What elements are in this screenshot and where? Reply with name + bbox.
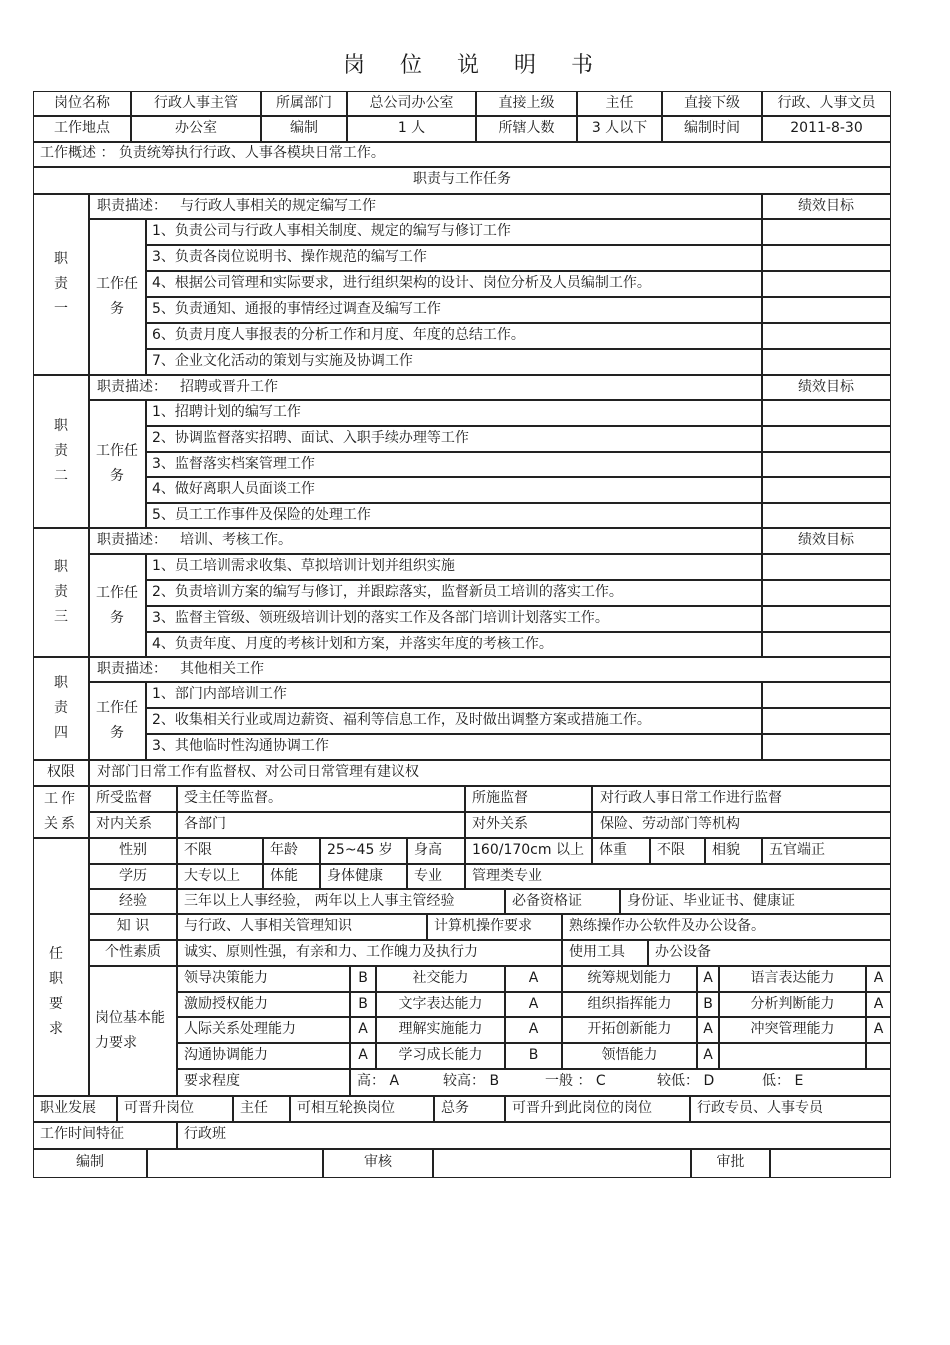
task-target-cell: [762, 426, 891, 452]
duty-3-task-4: 4、负责年度、月度的考核计划和方案，并落实年度的考核工作。: [152, 635, 553, 652]
header-row1-7: 行政、人事文员: [777, 94, 876, 111]
exp-label: 经验: [119, 892, 147, 909]
ability-name: 语言表达能力: [750, 970, 835, 986]
worktime-label: 工作时间特征: [40, 1126, 124, 1142]
career-2: 主任: [240, 1100, 268, 1116]
header-row1-4: 直接上级: [498, 94, 555, 111]
cert-label: 必备资格证: [512, 892, 582, 909]
ability-name: 激励授权能力: [184, 995, 268, 1012]
career-0: 职业发展: [40, 1100, 96, 1116]
weight-value: 不限: [657, 842, 685, 858]
rel-supervises-value: 对行政人事日常工作进行监督: [600, 790, 782, 806]
duty-4-task-2: 2、收集相关行业或周边薪资、福利等信息工作，及时做出调整方案或措施工作。: [152, 712, 651, 728]
task-target-cell: [762, 349, 891, 375]
duty-1-task-1: 1、负责公司与行政人事相关制度、规定的编写与修订工作: [152, 223, 511, 239]
duty-3-task-3: 3、监督主管级、领班级培训计划的落实工作及各部门培训计划落实工作。: [152, 610, 609, 626]
ability-name: 沟通协调能力: [184, 1047, 268, 1063]
ability-name: 学习成长能力: [398, 1047, 483, 1063]
perf-target-label: 绩效目标: [798, 532, 854, 548]
looks-value: 五官端正: [769, 842, 825, 858]
section-title: 职责与工作任务: [413, 171, 511, 187]
header-row2-2: 编制: [290, 120, 318, 136]
ability-grade: B: [703, 995, 713, 1012]
ability-grade: A: [703, 1021, 713, 1037]
ability-name: 文字表达能力: [398, 995, 483, 1012]
personality-value: 诚实、原则性强，有亲和力、工作魄力及执行力: [184, 944, 478, 960]
sign-label-2: 审核: [364, 1154, 392, 1170]
ability-grade: A: [703, 970, 713, 986]
ability-grade: A: [358, 1021, 368, 1037]
height-label: 身高: [414, 842, 442, 858]
task-target-cell: [762, 245, 891, 271]
task-label: 工作任务: [96, 276, 138, 317]
physique-value: 身体健康: [327, 867, 383, 884]
header-row2-4: 所辖人数: [498, 120, 555, 136]
worktime-value: 行政班: [184, 1126, 226, 1142]
degree-level-4: 低： E: [762, 1073, 804, 1089]
looks-label: 相貌: [712, 842, 740, 858]
ability-name-cell: [719, 1043, 866, 1069]
ability-grade: A: [358, 1047, 368, 1063]
degree-level-1: 较高： B: [443, 1073, 500, 1089]
duty-2-task-1: 1、招聘计划的编写工作: [152, 404, 301, 420]
header-row2-3: 1 人: [397, 120, 426, 136]
ability-grade-cell: [866, 1043, 891, 1069]
degree-level-2: 一般 ： C: [545, 1073, 606, 1089]
header-row1-5: 主任: [605, 94, 634, 111]
task-target-cell: [762, 400, 891, 426]
duty-4-task-1: 1、部门内部培训工作: [152, 686, 287, 702]
ability-name: 领导决策能力: [184, 970, 268, 986]
physique-label: 体能: [270, 867, 298, 884]
sign-label-0: 编制: [76, 1154, 104, 1170]
career-1: 可晋升岗位: [124, 1100, 194, 1116]
duty-desc-1: 与行政人事相关的规定编写工作: [180, 197, 376, 214]
header-row2-1: 办公室: [175, 120, 217, 136]
rel-internal-value: 各部门: [184, 816, 226, 832]
duty-label-4: 职责四: [54, 675, 68, 741]
document-title: 岗 位 说 明 书: [343, 53, 607, 78]
ability-name: 理解实施能力: [398, 1021, 483, 1037]
task-target-cell: [762, 323, 891, 349]
gender-label: 性别: [119, 842, 147, 858]
ability-grade: B: [358, 995, 368, 1012]
age-value: 25~45 岁: [327, 842, 393, 858]
ability-name: 冲突管理能力: [750, 1021, 835, 1037]
ability-name: 分析判断能力: [750, 995, 835, 1012]
degree-level-3: 较低： D: [657, 1073, 715, 1089]
career-4: 总务: [441, 1100, 469, 1116]
task-label: 工作任务: [96, 443, 138, 484]
rel-external-label: 对外关系: [472, 816, 528, 832]
ability-grade: A: [873, 970, 884, 986]
age-label: 年龄: [270, 842, 298, 858]
task-target-cell: [762, 477, 891, 503]
cert-value: 身份证、毕业证书、健康证: [627, 892, 795, 909]
tools-label: 使用工具: [569, 944, 625, 960]
duty-desc-2: 招聘或晋升工作: [180, 378, 278, 395]
task-target-cell: [762, 632, 891, 657]
rel-internal-label: 对内关系: [96, 816, 152, 832]
relations-label: 工作关系: [44, 791, 78, 832]
requirements-label: 任职要求: [49, 946, 63, 1037]
task-target-cell: [762, 554, 891, 580]
height-value: 160/170cm 以上: [472, 842, 584, 858]
ability-grade: A: [528, 1021, 539, 1037]
major-label: 专业: [414, 867, 442, 884]
personality-label: 个性素质: [105, 944, 161, 960]
task-target-cell: [762, 682, 891, 708]
degree-label: 要求程度: [184, 1073, 240, 1089]
duty-2-task-4: 4、做好离职人员面谈工作: [152, 481, 315, 497]
perf-target-label: 绩效目标: [798, 378, 854, 395]
task-target-cell: [762, 503, 891, 528]
ability-grade: A: [873, 995, 884, 1012]
ability-grade: A: [873, 1021, 884, 1037]
career-6: 行政专员、人事专员: [697, 1100, 823, 1116]
perf-target-label: 绩效目标: [798, 197, 854, 214]
career-5: 可晋升到此岗位的岗位: [512, 1100, 652, 1116]
duty-2-task-3: 3、监督落实档案管理工作: [152, 455, 315, 472]
ability-name: 开拓创新能力: [587, 1021, 672, 1037]
header-row2-0: 工作地点: [54, 120, 110, 136]
duty-desc-3: 培训、考核工作。: [180, 532, 292, 548]
rel-supervised_by-value: 受主任等监督。: [184, 790, 282, 806]
ability-grade: B: [528, 1047, 539, 1063]
duty-2-task-5: 5、员工工作事件及保险的处理工作: [152, 506, 371, 523]
duty-2-task-2: 2、协调监督落实招聘、面试、入职手续办理等工作: [152, 430, 469, 446]
task-target-cell: [762, 708, 891, 734]
worktime-value-cell: [177, 1122, 891, 1149]
task-target-cell: [762, 297, 891, 323]
sign-field: [147, 1149, 323, 1178]
header-row2-5: 3 人以下: [591, 120, 648, 136]
task-target-cell: [762, 734, 891, 760]
ability-name: 组织指挥能力: [587, 995, 672, 1012]
duty-4-task-3: 3、其他临时性沟通协调工作: [152, 738, 329, 754]
career-3: 可相互轮换岗位: [297, 1100, 395, 1116]
knowledge-value: 与行政、人事相关管理知识: [184, 918, 352, 934]
duty-label-3: 职责三: [54, 559, 68, 625]
ability-grade: A: [528, 995, 539, 1012]
degree-value-cell: [350, 1069, 891, 1096]
task-label: 工作任务: [96, 700, 138, 741]
sign-field: [770, 1149, 891, 1178]
authority-label: 权限: [47, 764, 75, 780]
duty-1-task-2: 3、负责各岗位说明书、操作规范的编写工作: [152, 249, 427, 265]
task-label: 工作任务: [96, 584, 138, 626]
edu-label: 学历: [119, 867, 147, 884]
authority-value: 对部门日常工作有监督权、对公司日常管理有建议权: [97, 764, 419, 780]
duty-3-task-1: 1、员工培训需求收集、草拟培训计划并组织实施: [152, 558, 455, 574]
job-overview: 工作概述 ： 负责统筹执行行政、人事各模块日常工作。: [40, 145, 385, 161]
header-row1-3: 总公司办公室: [369, 94, 454, 111]
header-row1-2: 所属部门: [276, 94, 332, 111]
sign-field: [433, 1149, 691, 1178]
duty-1-task-6: 7、企业文化活动的策划与实施及协调工作: [152, 353, 413, 369]
weight-label: 体重: [599, 842, 627, 858]
ability-name: 领悟能力: [601, 1047, 658, 1063]
header-row1-1: 行政人事主管: [154, 94, 238, 111]
duty-desc-4: 其他相关工作: [180, 660, 264, 677]
task-target-cell: [762, 271, 891, 297]
task-target-cell: [762, 580, 891, 606]
task-target-cell: [762, 219, 891, 245]
header-row2-7: 2011-8-30: [790, 120, 863, 136]
task-target-cell: [762, 452, 891, 477]
duty-label-1: 职责一: [54, 251, 68, 317]
exp-value: 三年以上人事经验， 两年以上人事主管经验: [184, 892, 455, 909]
ability-grade: B: [358, 970, 368, 986]
rel-supervises-label: 所施监督: [472, 790, 528, 806]
task-target-cell: [762, 606, 891, 632]
tools-value: 办公设备: [655, 944, 711, 960]
header-row1-0: 岗位名称: [54, 94, 110, 111]
ability-grade: A: [528, 970, 539, 986]
duty-3-task-2: 2、负责培训方案的编写与修订，并跟踪落实，监督新员工培训的落实工作。: [152, 584, 623, 600]
ability-grade: A: [703, 1047, 713, 1063]
degree-level-0: 高： A: [357, 1073, 400, 1089]
header-row1-6: 直接下级: [684, 94, 740, 111]
duty-desc-label: 职责描述：: [97, 378, 167, 395]
knowledge-label: 知 识: [116, 918, 150, 934]
duty-desc-label: 职责描述：: [97, 660, 167, 677]
header-row2-6: 编制时间: [684, 120, 740, 136]
duty-label-2: 职责二: [54, 418, 68, 484]
ability-name: 人际关系处理能力: [184, 1021, 296, 1037]
rel-external-value: 保险、劳动部门等机构: [600, 816, 740, 832]
rel-supervised_by-label: 所受监督: [96, 790, 152, 806]
computer-value: 熟练操作办公软件及办公设备。: [569, 918, 765, 934]
duty-1-task-5: 6、负责月度人事报表的分析工作和月度、年度的总结工作。: [152, 327, 525, 343]
ability-name: 统筹规划能力: [587, 970, 672, 986]
edu-value: 大专以上: [184, 867, 240, 884]
major-value: 管理类专业: [472, 867, 542, 884]
gender-value: 不限: [184, 842, 212, 858]
ability-name: 社交能力: [412, 970, 469, 986]
duty-desc-label: 职责描述：: [97, 197, 167, 214]
computer-label: 计算机操作要求: [434, 918, 532, 934]
ability-label: 岗位基本能力要求: [95, 1010, 165, 1051]
duty-1-task-4: 5、负责通知、通报的事情经过调查及编写工作: [152, 301, 441, 317]
sign-label-4: 审批: [716, 1154, 745, 1170]
duty-desc-label: 职责描述：: [97, 532, 167, 548]
duty-1-task-3: 4、根据公司管理和实际要求，进行组织架构的设计、岗位分析及人员编制工作。: [152, 275, 651, 291]
